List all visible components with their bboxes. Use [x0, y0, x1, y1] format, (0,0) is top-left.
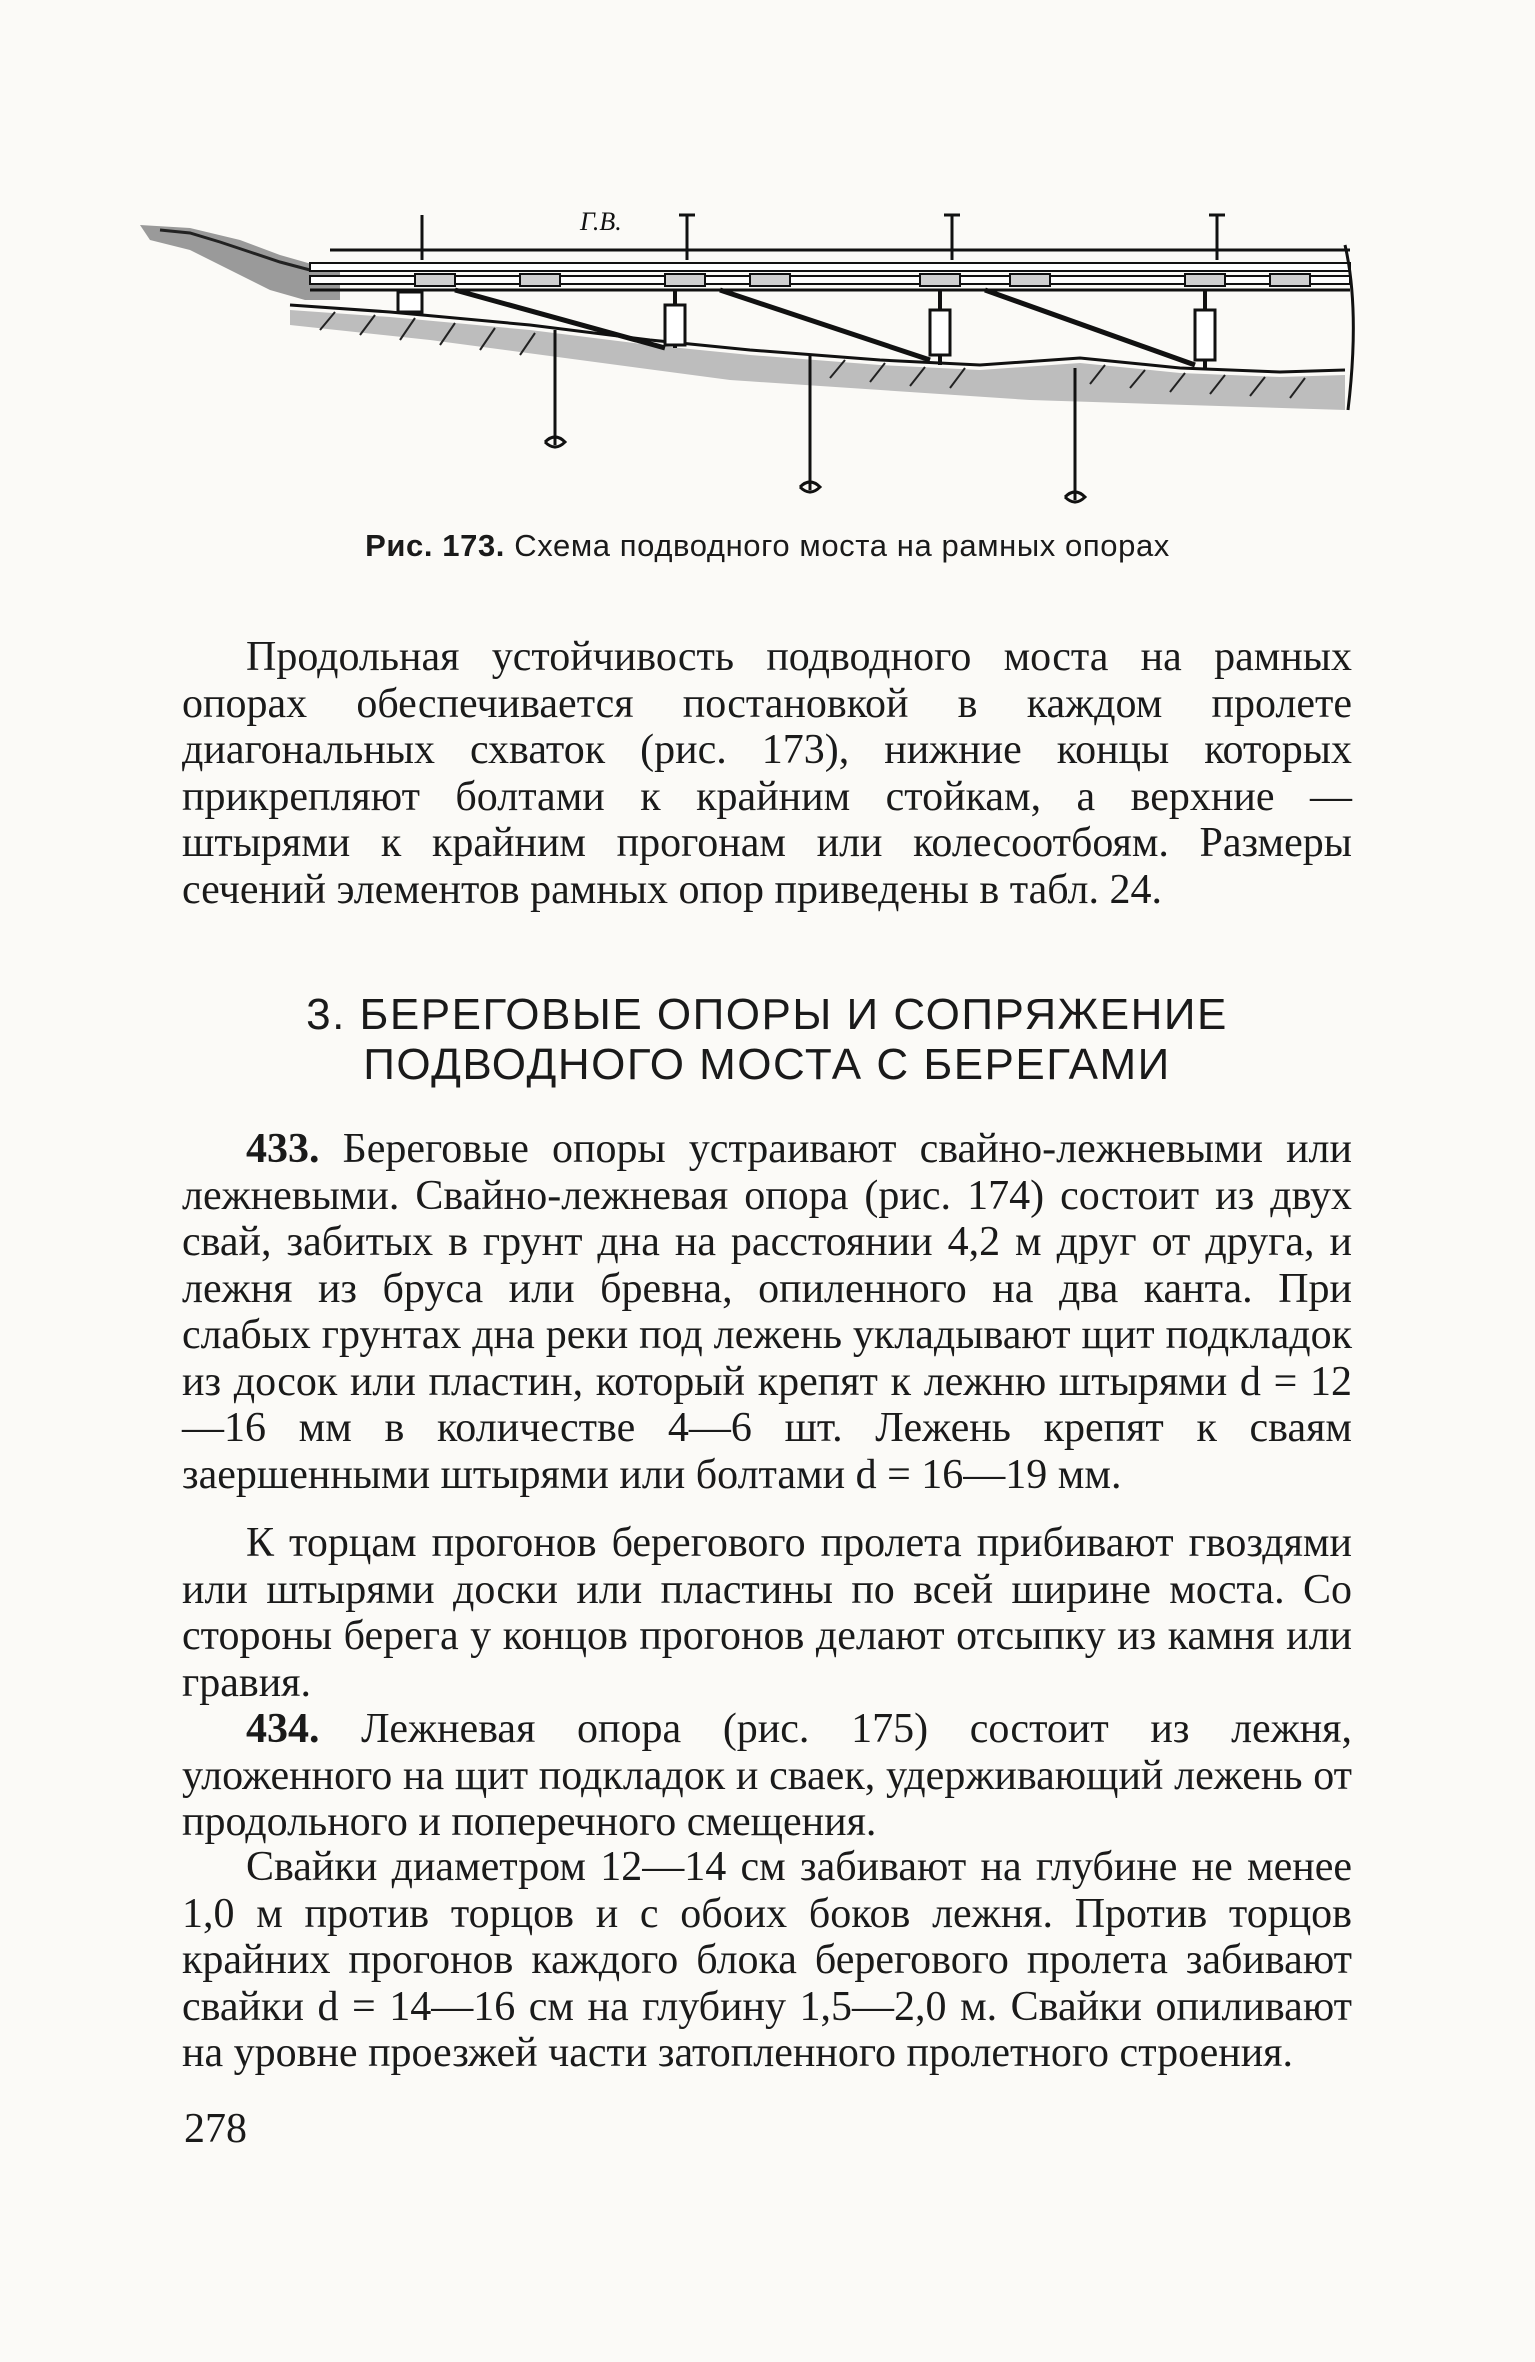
frame-support [398, 292, 422, 312]
frame-support [1195, 310, 1215, 360]
paragraph-433-text: Береговые опоры устраивают свайно-лежневыми или лежневыми. Свайно-лежневая опора (рис. 174) состоит из двух свай, забитых в грунт дна на расстоянии 4,2 м друг от друга, и лежня из бруса или бревна, опиленного на два канта. При слабых грунтах дна реки под лежень укладывают щит подкладок из досок или пластин, который крепят к лежню штырями d = 12—16 мм в количестве 4—6 шт. Лежень крепят к сваям заершенными штырями или болтами d = 16—19 мм. [182, 1126, 1352, 1498]
paragraph-stability: Продольная устойчивость подводного моста на рамных опорах обеспечивается постановкой в каждом пролете диагональных схваток (рис. 173), нижние концы которых прикрепляют болтами к крайним стойкам, а верхние — штырями к крайним прогонам или колесоотбоям. Размеры сечений элементов рамных опор приведены в табл. 24. [182, 634, 1352, 913]
frame-support [665, 305, 685, 345]
paragraph-number: 434. [246, 1706, 320, 1752]
figure-caption [0, 528, 1535, 564]
figure-caption-text: Схема подводного моста на рамных опорах [514, 528, 1170, 563]
paragraph-number: 433. [246, 1126, 320, 1172]
frame-support [930, 310, 950, 355]
section-heading-line2: ПОДВОДНОГО МОСТА С БЕРЕГАМИ [363, 1040, 1171, 1089]
water-level-label: Г.В. [580, 207, 622, 236]
paragraph-piles: Свайки диаметром 12—14 см забивают на глубине не менее 1,0 м против торцов и с обоих боков лежня. Против торцов крайних прогонов каждого блока берегового пролета забивают свайки d = 14—16 см на глубину 1,5—2,0 м. Свайки опиливают на уровне проезжей части затопленного пролетного строения. [182, 1844, 1352, 2076]
section-heading [182, 990, 1352, 1090]
paragraph-stringer-ends: К торцам прогонов берегового пролета прибивают гвоздями или штырями доски или пластины по всей ширине моста. Со стороны берега у концов прогонов делают отсыпку из камня или гравия. [182, 1520, 1352, 1706]
bridge-diagram [130, 200, 1360, 520]
section-heading-line1: 3. БЕРЕГОВЫЕ ОПОРЫ И СОПРЯЖЕНИЕ [306, 990, 1228, 1039]
page-number: 278 [184, 2106, 247, 2152]
figure-number: Рис. 173. [365, 528, 506, 563]
paragraph-433 [182, 1126, 1352, 1498]
deck-stringer [310, 263, 1350, 271]
diagonal-brace [985, 290, 1195, 365]
paragraph-434-text: Лежневая опора (рис. 175) состоит из лежня, уложенного на щит подкладок и сваек, удерживающий лежень от продольного и поперечного смещения. [182, 1706, 1353, 1845]
paragraph-434 [182, 1706, 1352, 1846]
